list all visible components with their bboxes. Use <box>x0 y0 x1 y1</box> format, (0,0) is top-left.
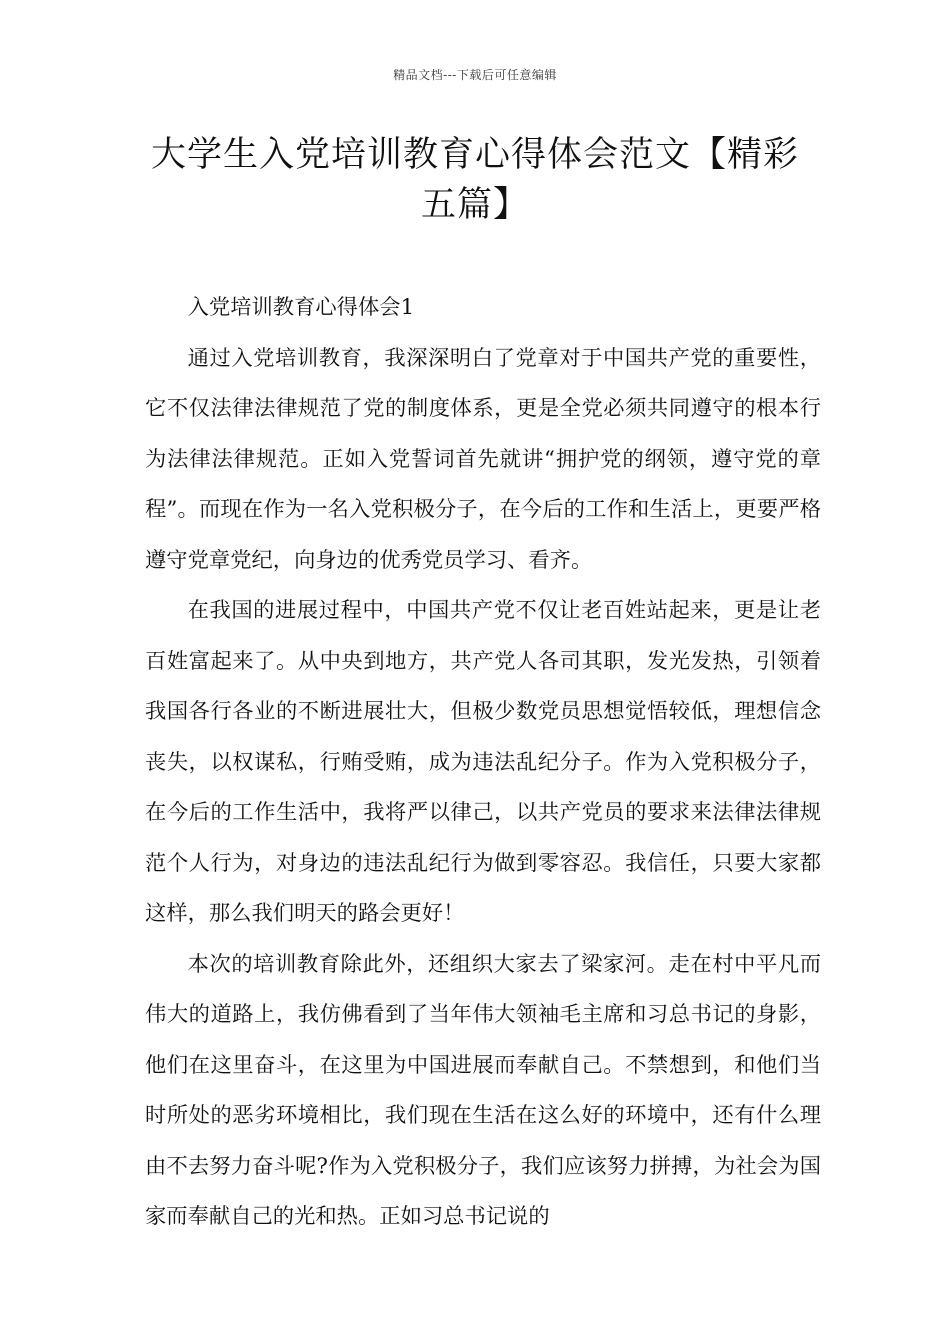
paragraph-3: 本次的培训教育除此外，还组织大家去了梁家河。走在村中平凡而伟大的道路上，我仿佛看到了当年伟大领袖毛主席和习总书记的身影，他们在这里奋斗，在这里为中国进展而奉献自己。不禁想到，和他们当时所处的恶劣环境相比，我们现在生活在这么好的环境中，还有什么理由不去努力奋斗呢?作为入党积极分子，我们应该努力拼搏，为社会为国家而奉献自己的光和热。正如习总书记说的 <box>145 951 821 1229</box>
paragraph-2: 在我国的进展过程中，中国共产党不仅让老百姓站起来，更是让老百姓富起来了。从中央到地方，共产党人各司其职，发光发热，引领着我国各行各业的不断进展壮大，但极少数党员思想觉悟较低，理想信念丧失，以权谋私，行贿受贿，成为违法乱纪分子。作为入党积极分子，在今后的工作生活中，我将严以律己，以共产党员的要求来法律法律规范个人行为，对身边的违法乱纪行为做到零容忍。我信任，只要大家都这样，那么我们明天的路会更好！ <box>145 598 821 926</box>
section-heading: 入党培训教育心得体会1 <box>187 295 415 320</box>
header-note: 精品文档---下载后可任意编辑 <box>393 68 557 82</box>
document-body <box>145 283 821 1243</box>
document-title: 大学生入党培训教育心得体会范文【精彩五篇】 <box>150 135 799 225</box>
paragraph-1: 通过入党培训教育，我深深明白了党章对于中国共产党的重要性，它不仅法律法律规范了党的制度体系，更是全党必须共同遵守的根本行为法律法律规范。正如入党誓词首先就讲“拥护党的纲领，遵守党的章程”。而现在作为一名入党积极分子，在今后的工作和生活上，更要严格遵守党章党纪，向身边的优秀党员学习、看齐。 <box>145 345 821 573</box>
